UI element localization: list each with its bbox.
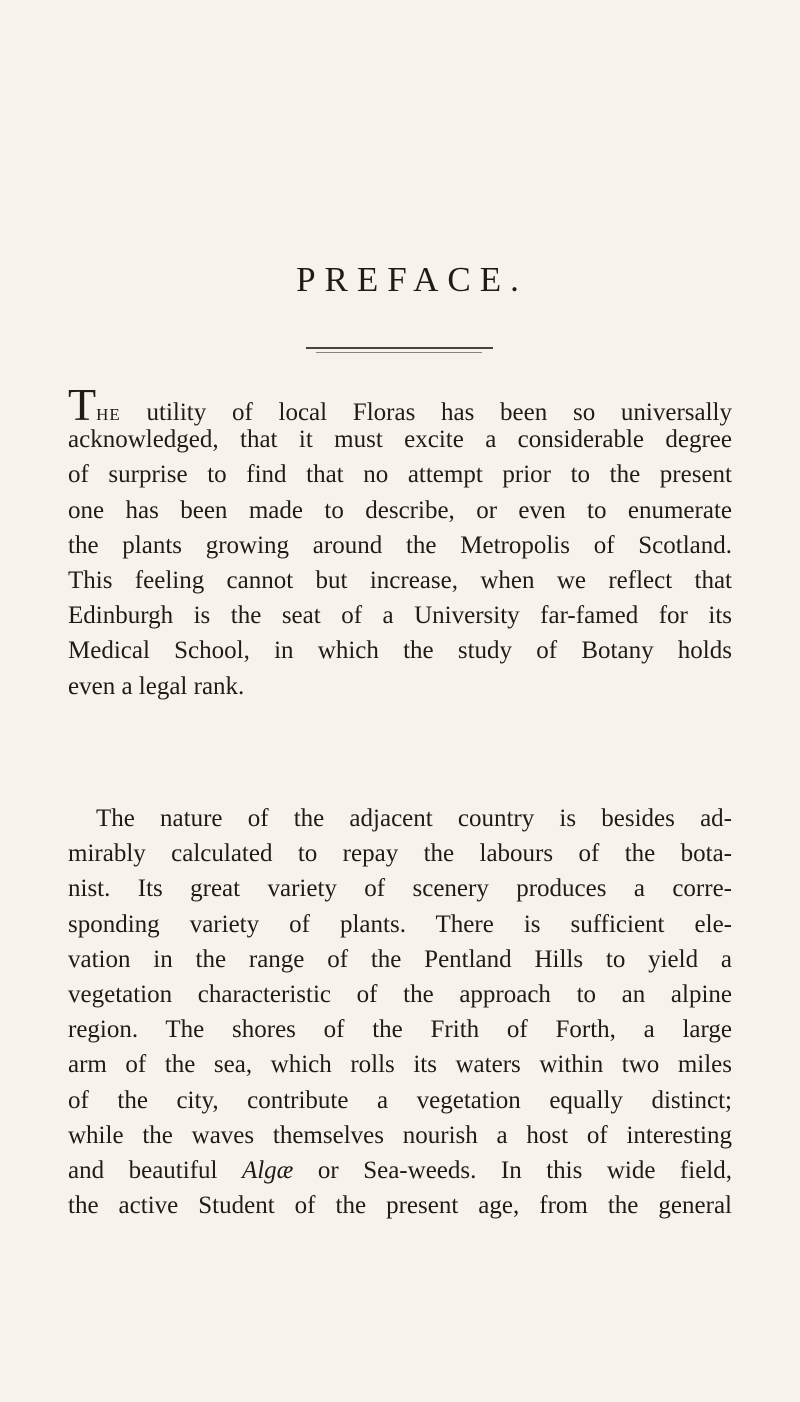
paragraph-2 [68, 801, 732, 1223]
paragraph-1-line-9: even a legal rank. [68, 672, 245, 700]
paragraph-2-line-7: region. The shores of the Frith of Forth, a large [68, 1016, 732, 1044]
paragraph-2-line-3: nist. Its great variety of scenery produces a corre- [68, 875, 732, 903]
paragraph-1-line-8: Medical School, in which the study of Botany holds [68, 637, 732, 665]
title-rule [306, 347, 493, 349]
page-title: PREFACE. [296, 260, 528, 299]
paragraph-1-line-2: acknowledged, that it must excite a considerable degree [68, 426, 732, 454]
paragraph-1-line-5: the plants growing around the Metropolis of Scotland. [68, 531, 732, 559]
drop-cap: T [68, 379, 97, 430]
paragraph-2-line-2: mirably calculated to repay the labours of the bota- [68, 840, 732, 868]
title-rule-underline [316, 352, 482, 353]
paragraph-1-line-1 [68, 379, 732, 430]
paragraph-1 [68, 379, 732, 704]
paragraph-2-line-12: the active Student of the present age, from the general [68, 1192, 732, 1220]
paragraph-2-line-4: sponding variety of plants. There is sufficient ele- [68, 910, 732, 938]
paragraph-2-line-10: while the waves themselves nourish a host of interesting [68, 1121, 732, 1149]
paragraph-1-line-7: Edinburgh is the seat of a University far-famed for its [68, 602, 732, 630]
paragraph-1-line-4: one has been made to describe, or even to enumerate [68, 496, 732, 524]
paragraph-2-line-6: vegetation characteristic of the approach to an alpine [68, 980, 732, 1008]
paragraph-1-line-6: This feeling cannot but increase, when we reflect that [68, 566, 732, 594]
paragraph-2-line-8: arm of the sea, which rolls its waters within two miles [68, 1051, 732, 1079]
paragraph-2-line-1: The nature of the adjacent country is besides ad- [96, 805, 732, 832]
paragraph-2-line-9: of the city, contribute a vegetation equally distinct; [68, 1086, 732, 1114]
paragraph-2-line-11 [68, 1153, 732, 1188]
italic-term: Algæ [241, 1156, 294, 1184]
line-text: or Sea-weeds. In this wide field, [293, 1156, 732, 1184]
small-caps-word: HE [96, 405, 121, 424]
paragraph-2-line-5: vation in the range of the Pentland Hills to yield a [68, 945, 732, 973]
paragraph-1-line-3: of surprise to find that no attempt prior to the present [68, 461, 732, 489]
line-text: and beautiful [68, 1156, 242, 1184]
line-text: utility of local Floras has been so universally [120, 399, 732, 426]
